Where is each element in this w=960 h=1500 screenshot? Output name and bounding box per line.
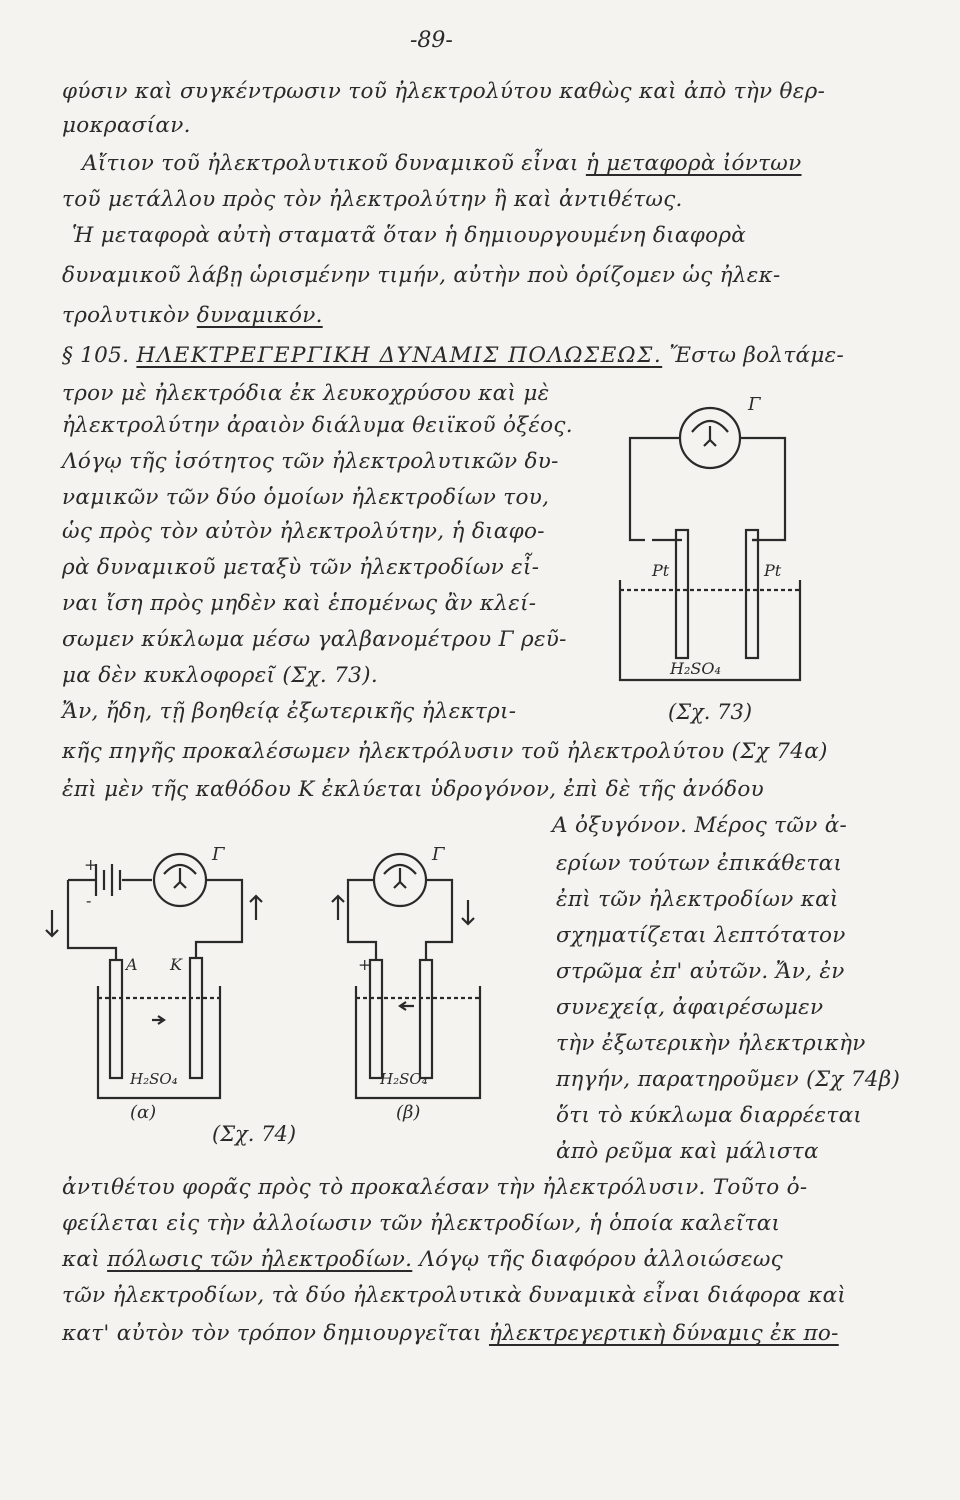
electrode-label-left: Pt (652, 561, 670, 580)
text-span: Αἴτιον τοῦ ἠλεκτρολυτικοῦ δυναμικοῦ εἶναι (82, 151, 586, 176)
text-line: ρὰ δυναμικοῦ μεταξὺ τῶν ἠλεκτροδίων εἶ- (62, 555, 540, 580)
text-span: κατ' αὐτὸν τὸν τρόπον δημιουργεῖται (62, 1321, 489, 1346)
underlined-phrase: δυναμικόν. (196, 303, 323, 328)
text-line (82, 150, 802, 178)
subfigure-label-a: (α) (130, 1102, 157, 1123)
galvanometer-label: Γ (748, 394, 761, 415)
text-span: Λόγῳ τῆς διαφόρου ἀλλοιώσεως (412, 1247, 783, 1272)
text-line: ἀπὸ ρεῦμα καὶ μάλιστα (556, 1139, 819, 1164)
cathode-label: K (170, 955, 182, 974)
figure-74-caption: (Σχ. 74) (212, 1122, 297, 1146)
galvanometer-label: Γ (432, 844, 445, 865)
text-line: Α ὀξυγόνον. Μέρος τῶν ἀ- (552, 813, 848, 838)
underlined-phrase: ἡ μεταφορὰ ἰόντων (585, 151, 802, 176)
text-line: ἠλεκτρολύτην ἀραιὸν διάλυμα θειϊκοῦ ὀξέος. (62, 413, 573, 438)
text-line: ἀντιθέτου φορᾶς πρὸς τὸ προκαλέσαν τὴν ἠλεκτρόλυσιν. Τοῦτο ὀ- (62, 1175, 808, 1200)
text-line: μοκρασίαν. (62, 113, 191, 138)
text-line: ὅτι τὸ κύκλωμα διαρρέεται (556, 1103, 863, 1128)
underlined-phrase: ἠλεκτρεγερτικὴ δύναμις ἐκ πο- (488, 1321, 839, 1346)
plus-label: + (358, 955, 372, 974)
text-line: ὡς πρὸς τὸν αὐτὸν ἠλεκτρολύτην, ἡ διαφο- (62, 519, 545, 544)
section-title: ΗΛΕΚΤΡΕΓΕΡΓΙΚΗ ΔΥΝΑΜΙΣ ΠΟΛΩΣΕΩΣ. (136, 343, 663, 368)
text-line: φύσιν καὶ συγκέντρωσιν τοῦ ἠλεκτρολύτου καθὼς καὶ ἀπὸ τὴν θερ- (62, 79, 826, 104)
text-line: τῶν ἠλεκτροδίων, τὰ δύο ἠλεκτρολυτικὰ δυναμικὰ εἶναι διάφορα καὶ (62, 1283, 847, 1308)
text-span: Ἔστω βολτάμε- (669, 343, 845, 368)
text-span: τρολυτικὸν (62, 303, 197, 328)
text-line: κῆς πηγῆς προκαλέσωμεν ἠλεκτρόλυσιν τοῦ ἠλεκτρολύτου (Σχ 74α) (62, 739, 828, 764)
anode-label: A (126, 955, 138, 974)
subfigure-label-b: (β) (396, 1102, 421, 1123)
underlined-phrase: πόλωσις τῶν ἠλεκτροδίων. (107, 1247, 413, 1272)
battery-minus-label: - (86, 891, 92, 910)
text-line: ἐπὶ μὲν τῆς καθόδου Κ ἐκλύεται ὑδρογόνον, ἐπὶ δὲ τῆς ἀνόδου (62, 777, 764, 802)
battery-plus-label: + (84, 855, 98, 874)
text-line: φείλεται εἰς τὴν ἀλλοίωσιν τῶν ἠλεκτροδίων, ἡ ὁποία καλεῖται (62, 1211, 781, 1236)
electrolyte-label: H₂SO₄ (130, 1070, 178, 1088)
text-line: μα δὲν κυκλοφορεῖ (Σχ. 73). (62, 663, 378, 688)
voltameter-diagram (600, 390, 820, 690)
text-line: ἐπὶ τῶν ἠλεκτροδίων καὶ (556, 887, 839, 912)
text-line (62, 1320, 839, 1348)
text-span: καὶ (62, 1247, 108, 1272)
page-number: -89- (410, 28, 453, 53)
text-line: δυναμικοῦ λάβῃ ὡρισμένην τιμήν, αὐτὴν ποὺ ὁρίζομεν ὡς ἠλεκ- (62, 263, 781, 288)
text-line: συνεχείᾳ, ἀφαιρέσωμεν (556, 995, 824, 1020)
figure-73 (600, 390, 820, 694)
electrode-label-right: Pt (764, 561, 782, 580)
battery-icon (96, 864, 120, 896)
section-heading (62, 342, 844, 370)
text-line: πηγήν, παρατηροῦμεν (Σχ 74β) (556, 1067, 901, 1092)
text-line: τρον μὲ ἠλεκτρόδια ἐκ λευκοχρύσου καὶ μὲ (62, 381, 550, 406)
text-line: ναμικῶν τῶν δύο ὁμοίων ἠλεκτροδίων του, (62, 485, 550, 510)
text-line: Ἄν, ἤδη, τῇ βοηθείᾳ ἐξωτερικῆς ἠλεκτρι- (62, 699, 517, 724)
text-line: Ἡ μεταφορὰ αὐτὴ σταματᾶ ὅταν ἡ δημιουργουμένη διαφορὰ (72, 223, 747, 248)
text-line: στρῶμα ἐπ' αὐτῶν. Ἄν, ἐν (556, 959, 845, 984)
figure-74 (60, 830, 520, 1134)
text-line: τοῦ μετάλλου πρὸς τὸν ἠλεκτρολύτην ἢ καὶ ἀντιθέτως. (62, 187, 683, 212)
text-line: τὴν ἐξωτερικὴν ἠλεκτρικὴν (556, 1031, 866, 1056)
text-line: ναι ἴση πρὸς μηδὲν καὶ ἑπομένως ἂν κλεί- (62, 591, 537, 616)
electrolyte-label: H₂SO₄ (380, 1070, 428, 1088)
text-line (62, 302, 323, 330)
polarization-diagram (60, 830, 520, 1130)
text-line: σχηματίζεται λεπτότατον (556, 923, 846, 948)
text-line: ερίων τούτων ἐπικάθεται (556, 851, 843, 876)
section-number: § 105. (62, 343, 130, 368)
figure-73-caption: (Σχ. 73) (668, 700, 753, 724)
text-line: σωμεν κύκλωμα μέσω γαλβανομέτρου Γ ρεῦ- (62, 627, 567, 652)
text-line: Λόγῳ τῆς ἰσότητος τῶν ἠλεκτρολυτικῶν δυ- (62, 449, 559, 474)
electrolyte-label: H₂SO₄ (670, 659, 721, 678)
text-line (62, 1246, 783, 1274)
galvanometer-label: Γ (212, 844, 225, 865)
